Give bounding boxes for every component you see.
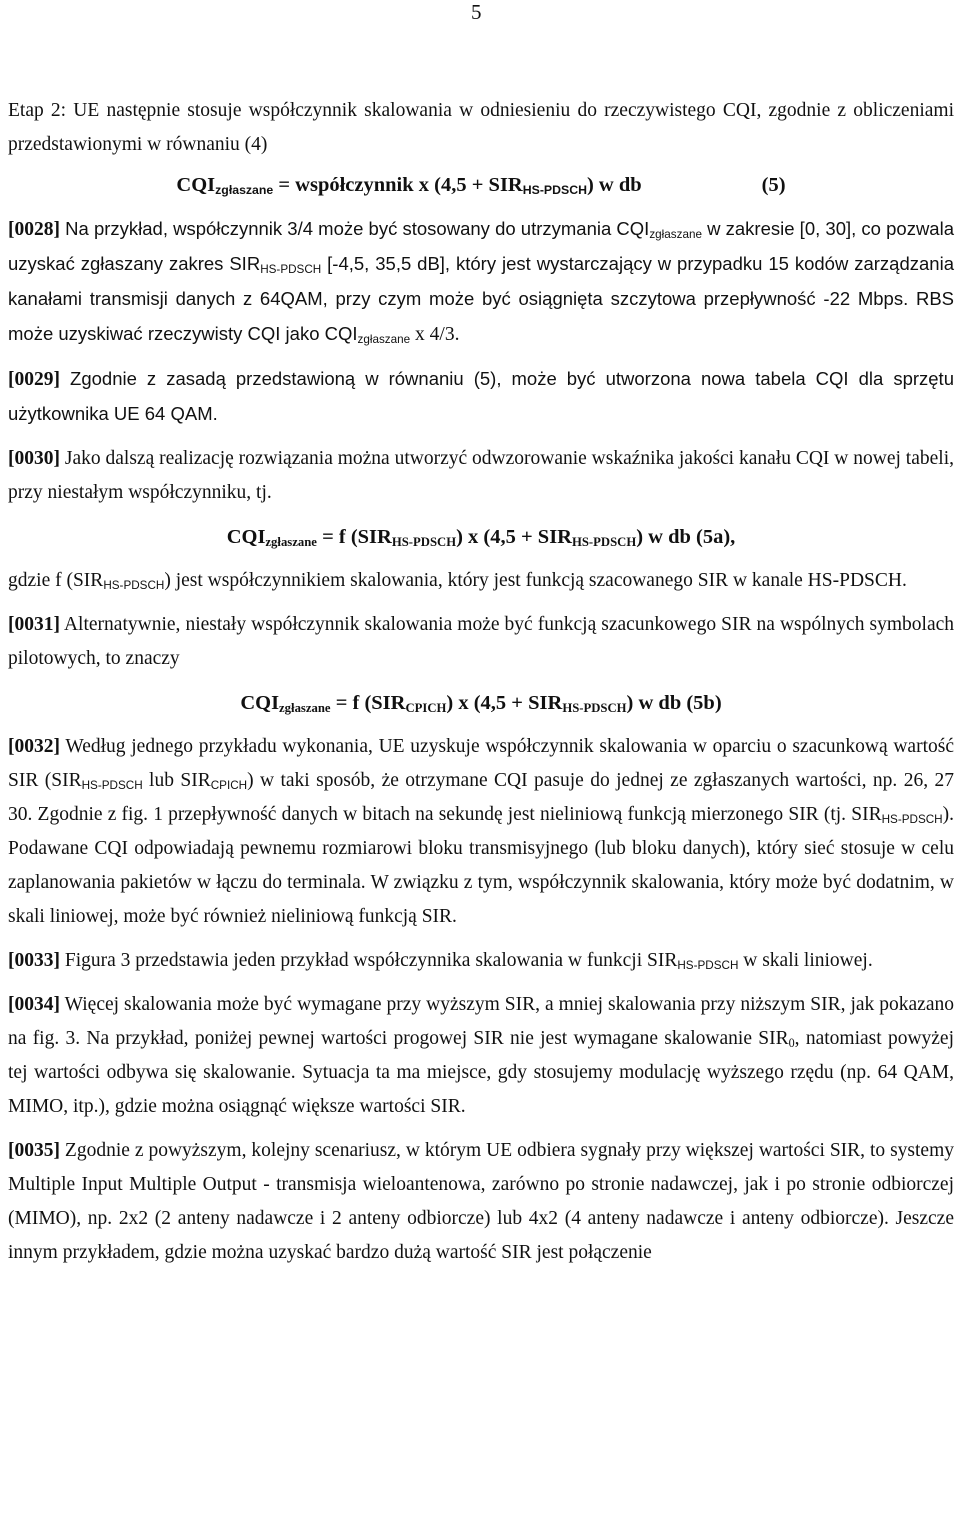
- paragraph-0028: [8, 212, 954, 352]
- p0032-text-4: ). Podawane CQI odpowiadają pewnemu rozmiarowi bloku transmisyjnego (lub bloku danych), który sieć stosuje w celu zaplanowania pakietów w łączu do terminala. W związku z tym, współczynnik skalowania, który może być dodatnim, w skali liniowej, może być również nieliniową funkcją SIR.: [8, 804, 954, 927]
- p0028-sub-1: zgłaszane: [649, 227, 702, 241]
- p0034-text-1: Więcej skalowania może być wymagane przy wyższym SIR, a mniej skalowania przy niższym SIR, jak pokazano na fig. 3. Na przykład, poniżej pewnej wartości progowej SIR nie jest wymagane skalowanie SIR: [8, 994, 954, 1049]
- p0028-text-3: [-4,5, 35,5 dB], który jest wystarczający w przypadku 15 kodów zarządzania kanałami transmisji danych z 64QAM, przy czym może być osiągnięta szczytowa przepływność -22 Mbps. RBS może uzyskiwać rzeczywisty CQI jako CQI: [8, 253, 954, 344]
- eq5-lhs: CQI: [176, 174, 216, 196]
- p0034-text-2: , natomiast powyżej tej wartości odbywa się skalowanie. Sytuacja ta ma miejsce, gdy stosujemy modulację wyższego rzędu (np. 64 QAM, MIMO, itp.), gdzie można osiągnąć większe wartości SIR.: [8, 1028, 955, 1117]
- etap2-text: Etap 2: UE następnie stosuje współczynnik skalowania w odniesieniu do rzeczywistego CQI, zgodnie z obliczeniami przedstawionymi w równaniu (4): [8, 100, 954, 155]
- eq5a-part-2: ) x (4,5 + SIR: [456, 526, 572, 548]
- eq5-mid: = współczynnik x (4,5 + SIR: [273, 174, 523, 196]
- equation-5b: [8, 686, 954, 720]
- eq5b-part-1: = f (SIR: [330, 692, 406, 714]
- p0028-sub-3: zgłaszane: [357, 332, 411, 346]
- paragraph-tag: [0031]: [8, 614, 60, 635]
- p0032-sub-1: HS-PDSCH: [81, 778, 143, 792]
- paragraph-tag: [0035]: [8, 1140, 60, 1161]
- p0032-sub-2: CPICH: [210, 778, 248, 792]
- eq5b-part-3: ) w db (5b): [626, 692, 722, 714]
- etap2-paragraph: [8, 94, 954, 162]
- paragraph-0029: [8, 362, 954, 432]
- p0032-text-1: Według jednego przykładu wykonania, UE uzyskuje współczynnik skalowania w oparciu o szacunkową wartość SIR (SIR: [8, 736, 954, 791]
- equation-5a: [8, 520, 954, 554]
- eq5-number: (5): [761, 174, 786, 196]
- eq5b-part-2: ) x (4,5 + SIR: [446, 692, 563, 714]
- paragraph-tag: [0034]: [8, 994, 60, 1015]
- eq5-tail: ) w db: [586, 174, 642, 196]
- eq5a-part-3: ) w db (5a),: [636, 526, 736, 548]
- p0029-text: Zgodnie z zasadą przedstawioną w równaniu (5), może być utworzona nowa tabela CQI dla sprzętu użytkownika UE 64 QAM.: [8, 368, 954, 424]
- paragraph-tag: [0033]: [8, 950, 60, 971]
- paragraph-0034: [8, 988, 954, 1124]
- eq5a-lhs: CQI: [226, 526, 266, 548]
- p0031-text: Alternatywnie, niestały współczynnik skalowania może być funkcją szacunkowego SIR na wspólnych symbolach pilotowych, to znaczy: [8, 614, 954, 669]
- p0028-sub-2: HS-PDSCH: [260, 262, 322, 276]
- eq5b-sub-2: HS-PDSCH: [562, 701, 627, 716]
- p0028-text-4: x 4/3.: [410, 324, 460, 345]
- gdzie-sub: HS-PDSCH: [103, 578, 165, 592]
- equation-5: [8, 168, 954, 202]
- eq5a-sub-2: HS-PDSCH: [571, 535, 637, 550]
- paragraph-0031: [8, 608, 954, 676]
- p0028-text-2: w zakresie [0, 30], co pozwala uzyskać zgłaszany zakres SIR: [8, 218, 954, 274]
- eq5b-sub-1: CPICH: [405, 701, 447, 716]
- paragraph-0035: [8, 1134, 954, 1270]
- paragraph-tag: [0032]: [8, 736, 60, 757]
- paragraph-tag: [0029]: [8, 369, 60, 390]
- paragraph-tag: [0030]: [8, 448, 60, 469]
- paragraph-tag: [0028]: [8, 219, 60, 240]
- eq5-sir-sub: HS-PDSCH: [522, 183, 587, 198]
- p0034-sub: 0: [788, 1036, 795, 1051]
- page-number: 5: [471, 0, 482, 24]
- eq5-lhs-sub: zgłaszane: [215, 183, 274, 198]
- eq5b-lhs-sub: zgłaszane: [279, 701, 331, 716]
- p0028-text-1: Na przykład, współczynnik 3/4 może być stosowany do utrzymania CQI: [60, 218, 650, 239]
- eq5a-lhs-sub: zgłaszane: [265, 535, 317, 550]
- paragraph-0032: [8, 730, 954, 934]
- p0032-text-2: lub SIR: [142, 770, 211, 791]
- p0033-sub: HS-PDSCH: [677, 958, 739, 972]
- document-body: [8, 94, 954, 1280]
- eq5a-part-1: = f (SIR: [316, 526, 392, 548]
- eq5b-lhs: CQI: [240, 692, 280, 714]
- gdzie-text-1: gdzie f (SIR: [8, 570, 104, 591]
- paragraph-0033: [8, 944, 954, 978]
- eq5a-sub-1: HS-PDSCH: [391, 535, 457, 550]
- p0032-text-3: ) w taki sposób, że otrzymane CQI pasuje do jednej ze zgłaszanych wartości, np. 26, 27 30. Zgodnie z fig. 1 przepływność danych w bitach na sekundę jest nieliniową funkcją mierzonego SIR (tj. SIR: [8, 770, 954, 825]
- p0030-text: Jako dalszą realizację rozwiązania można utworzyć odwzorowanie wskaźnika jakości kanału CQI w nowej tabeli, przy niestałym współczynniku, tj.: [8, 448, 954, 503]
- p0032-sub-3: HS-PDSCH: [881, 812, 943, 826]
- gdzie-text-2: ) jest współczynnikiem skalowania, który jest funkcją szacowanego SIR w kanale HS-PDSCH.: [164, 570, 907, 591]
- paragraph-0030: [8, 442, 954, 510]
- gdzie-paragraph: [8, 564, 954, 598]
- p0035-text: Zgodnie z powyższym, kolejny scenariusz, w którym UE odbiera sygnały przy większej wartości SIR, to systemy Multiple Input Multiple Output - transmisja wieloantenowa, zarówno po stronie nadawczej, jak i po stronie odbiorczej (MIMO), np. 2x2 (2 anteny nadawcze i 2 anteny odbiorcze) lub 4x2 (4 anteny nadawcze i anteny odbiorcze). Jeszcze innym przykładem, gdzie można uzyskać bardzo dużą wartość SIR jest połączenie: [8, 1140, 954, 1263]
- p0033-text-1: Figura 3 przedstawia jeden przykład współczynnika skalowania w funkcji SIR: [60, 950, 678, 971]
- p0033-text-2: w skali liniowej.: [738, 950, 873, 971]
